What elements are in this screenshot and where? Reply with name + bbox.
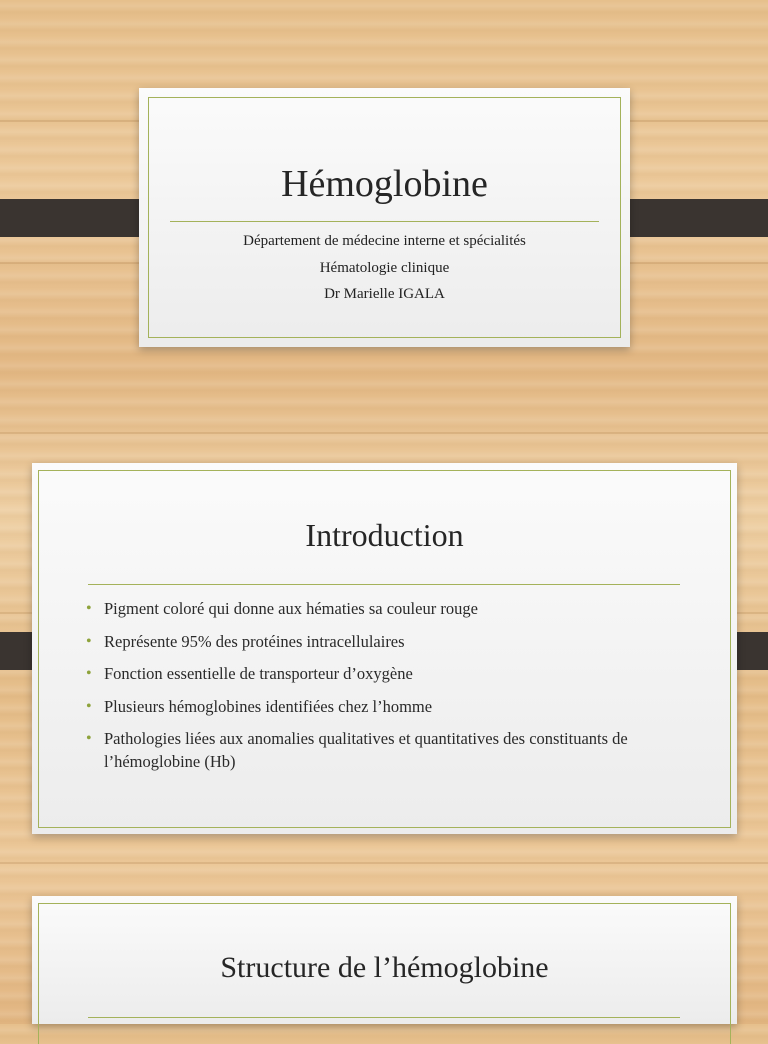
bullet-dot-icon: • (86, 665, 92, 682)
specialty-line: Hématologie clinique (319, 260, 450, 276)
slide-title: Structure de l’hémoglobine (220, 951, 549, 984)
bullet-text: Fonction essentielle de transporteur d’oxygène (104, 664, 413, 683)
list-item (86, 630, 686, 653)
wood-seam (0, 432, 768, 434)
bullet-dot-icon: • (86, 730, 92, 747)
introduction-slide[interactable] (32, 463, 737, 834)
bullet-dot-icon: • (86, 697, 92, 715)
slide-title: Hémoglobine (281, 163, 488, 205)
list-item (86, 727, 686, 773)
list-item (86, 597, 686, 620)
title-rule (88, 584, 680, 585)
list-item (86, 695, 686, 718)
author-line: Dr Marielle IGALA (324, 286, 445, 302)
bullet-text: Représente 95% des protéines intracellulaires (104, 631, 405, 651)
title-rule (88, 1017, 680, 1018)
bullet-text: Pathologies liées aux anomalies qualitatives et quantitatives des constituants de l’hémoglobine (Hb) (104, 729, 628, 771)
bullet-dot-icon: • (86, 632, 92, 650)
wood-seam (0, 862, 768, 864)
structure-slide[interactable] (32, 896, 737, 1024)
department-line: Département de médecine interne et spécialités (243, 233, 526, 249)
slide-title: Introduction (305, 517, 464, 553)
title-slide[interactable] (139, 88, 630, 347)
list-item (86, 662, 686, 685)
bullet-dot-icon: • (86, 600, 92, 617)
title-rule (170, 221, 599, 222)
bullet-text: Pigment coloré qui donne aux hématies sa couleur rouge (104, 599, 478, 618)
slide-tab-left (0, 199, 156, 237)
bullet-list (86, 597, 686, 783)
slide-tab-right (612, 199, 768, 237)
bullet-text: Plusieurs hémoglobines identifiées chez l’homme (104, 696, 433, 716)
